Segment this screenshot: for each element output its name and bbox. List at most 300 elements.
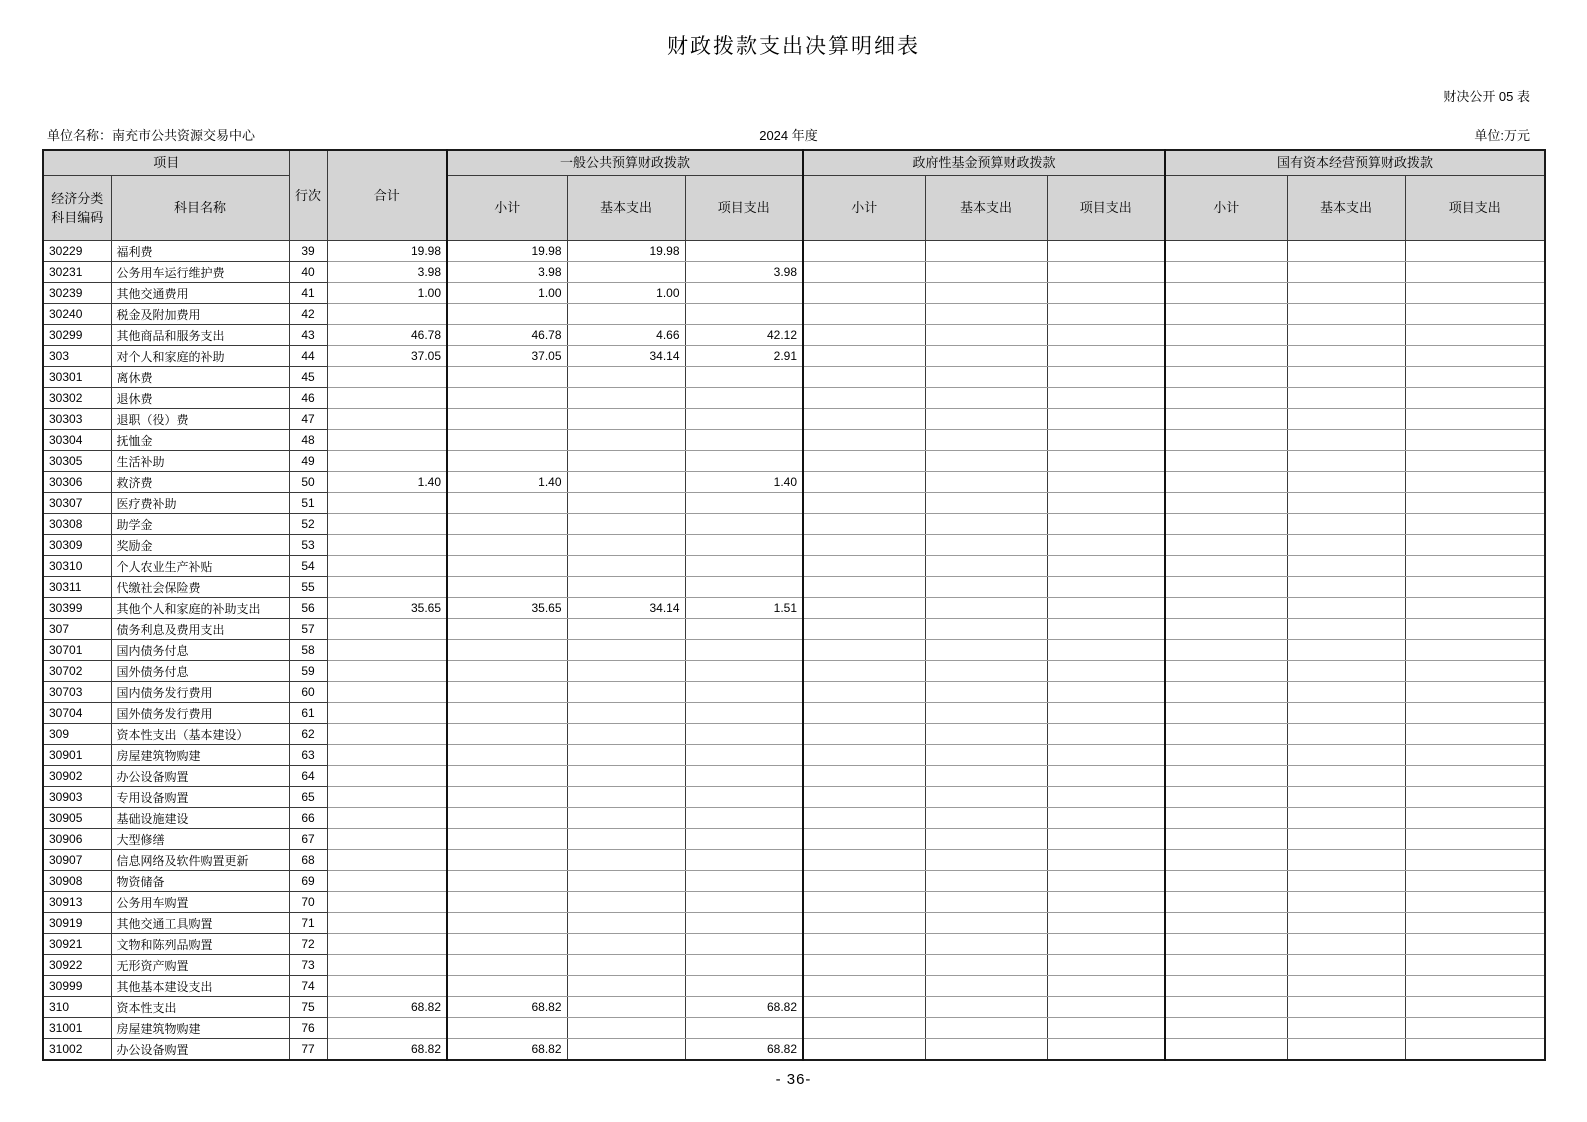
cell-value [925,724,1047,745]
cell-value [1405,304,1545,325]
header-g1-subtotal: 小计 [447,176,567,241]
fiscal-year-label: 2024 年度 [759,128,818,143]
cell-value [327,493,447,514]
cell-subject-name: 离休费 [111,367,289,388]
cell-value [1165,724,1287,745]
cell-value [447,367,567,388]
cell-value [1287,304,1405,325]
table-row [43,241,1545,262]
table-row [43,808,1545,829]
doc-number-label: 财决公开 05 表 [1443,89,1530,104]
header-project: 项目 [43,150,289,176]
cell-value [925,850,1047,871]
cell-value [925,283,1047,304]
cell-value [567,430,685,451]
cell-value [1405,388,1545,409]
cell-value [1165,661,1287,682]
cell-value [567,409,685,430]
table-row [43,388,1545,409]
cell-value [327,388,447,409]
cell-value [925,535,1047,556]
cell-value [1287,787,1405,808]
cell-value [1405,430,1545,451]
cell-value [803,619,925,640]
cell-value [1165,1039,1287,1061]
cell-value [685,871,803,892]
cell-value [925,577,1047,598]
header-economic-code: 经济分类科目编码 [43,176,111,241]
cell-value [1047,934,1165,955]
expenditure-detail-table [42,149,1546,1061]
cell-value [327,577,447,598]
cell-line-no: 57 [289,619,327,640]
cell-value [1047,703,1165,724]
cell-value [447,409,567,430]
cell-value [447,724,567,745]
cell-code: 30919 [43,913,111,934]
cell-value: 68.82 [327,997,447,1018]
cell-value [1287,808,1405,829]
cell-line-no: 68 [289,850,327,871]
header-g1-project: 项目支出 [685,176,803,241]
cell-value [685,1018,803,1039]
cell-value [1287,367,1405,388]
cell-value [447,766,567,787]
info-row [47,125,1530,144]
cell-value [1287,1018,1405,1039]
cell-subject-name: 税金及附加费用 [111,304,289,325]
cell-value [685,556,803,577]
cell-value [1287,850,1405,871]
cell-value: 68.82 [447,1039,567,1061]
cell-value [447,535,567,556]
cell-value [685,934,803,955]
cell-value [567,955,685,976]
cell-value [1047,745,1165,766]
cell-value [447,955,567,976]
cell-value [685,724,803,745]
cell-line-no: 47 [289,409,327,430]
table-row [43,619,1545,640]
cell-value [1405,766,1545,787]
cell-code: 30302 [43,388,111,409]
cell-value [1287,556,1405,577]
table-row [43,577,1545,598]
page-title: 财政拨款支出决算明细表 [667,35,920,58]
cell-line-no: 56 [289,598,327,619]
cell-line-no: 39 [289,241,327,262]
table-header [43,150,1545,241]
cell-value [327,703,447,724]
cell-value [327,766,447,787]
cell-value [925,388,1047,409]
header-g2-project: 项目支出 [1047,176,1165,241]
cell-value [1405,682,1545,703]
cell-value [1165,598,1287,619]
cell-value: 1.00 [327,283,447,304]
cell-value [1405,745,1545,766]
cell-line-no: 69 [289,871,327,892]
cell-subject-name: 救济费 [111,472,289,493]
table-row [43,913,1545,934]
cell-value [685,409,803,430]
cell-value [803,409,925,430]
cell-value [1287,682,1405,703]
cell-value [803,829,925,850]
cell-value [1047,913,1165,934]
cell-value [327,556,447,577]
cell-value [447,1018,567,1039]
table-row [43,556,1545,577]
table-row [43,367,1545,388]
cell-value [327,808,447,829]
cell-subject-name: 其他基本建设支出 [111,976,289,997]
cell-value [1047,262,1165,283]
cell-value [1047,766,1165,787]
table-row [43,682,1545,703]
cell-value: 37.05 [327,346,447,367]
cell-value [1405,514,1545,535]
cell-value [925,241,1047,262]
cell-value [1047,346,1165,367]
cell-value [1165,325,1287,346]
cell-line-no: 59 [289,661,327,682]
cell-value [1047,556,1165,577]
cell-code: 307 [43,619,111,640]
cell-code: 30303 [43,409,111,430]
header-group-gov-fund: 政府性基金预算财政拨款 [803,150,1165,176]
cell-value [1047,682,1165,703]
cell-subject-name: 办公设备购置 [111,1039,289,1061]
cell-value [1047,451,1165,472]
cell-value [447,892,567,913]
cell-value [567,913,685,934]
cell-value [925,829,1047,850]
table-row [43,724,1545,745]
cell-value [1287,913,1405,934]
cell-value [803,724,925,745]
cell-value [1165,955,1287,976]
table-row [43,787,1545,808]
cell-line-no: 75 [289,997,327,1018]
cell-value [1287,1039,1405,1061]
cell-value [1287,934,1405,955]
cell-value [1405,472,1545,493]
cell-subject-name: 奖励金 [111,535,289,556]
cell-line-no: 74 [289,976,327,997]
cell-line-no: 54 [289,556,327,577]
cell-value [1165,472,1287,493]
currency-unit-label: 单位:万元 [1474,128,1530,143]
cell-subject-name: 国内债务付息 [111,640,289,661]
cell-value [327,640,447,661]
cell-value [567,850,685,871]
table-row [43,535,1545,556]
cell-value [925,703,1047,724]
cell-value [1165,766,1287,787]
cell-value [685,493,803,514]
table-row [43,430,1545,451]
cell-value [327,976,447,997]
cell-value [567,451,685,472]
cell-value [685,514,803,535]
cell-value [1165,388,1287,409]
cell-code: 30704 [43,703,111,724]
header-group-general-budget: 一般公共预算财政拨款 [447,150,803,176]
header-g3-basic: 基本支出 [1287,176,1405,241]
cell-value [1287,724,1405,745]
cell-value [925,409,1047,430]
cell-value [1047,871,1165,892]
cell-value [1047,640,1165,661]
cell-value [925,955,1047,976]
cell-value [925,640,1047,661]
cell-code: 30305 [43,451,111,472]
cell-value [327,892,447,913]
cell-code: 30908 [43,871,111,892]
cell-value [327,367,447,388]
cell-value [1047,304,1165,325]
cell-value [685,766,803,787]
cell-value: 68.82 [685,1039,803,1061]
cell-value [685,388,803,409]
cell-value [1405,808,1545,829]
cell-value [1405,535,1545,556]
cell-value [1047,514,1165,535]
cell-value [803,703,925,724]
cell-line-no: 45 [289,367,327,388]
cell-value [567,514,685,535]
cell-value [567,808,685,829]
table-row [43,451,1545,472]
cell-value [803,367,925,388]
header-g2-basic: 基本支出 [925,176,1047,241]
cell-value [1165,682,1287,703]
cell-value [1165,871,1287,892]
cell-value [327,955,447,976]
cell-code: 31002 [43,1039,111,1061]
cell-value [1287,997,1405,1018]
cell-line-no: 41 [289,283,327,304]
cell-value [685,955,803,976]
header-group-row [43,150,1545,176]
cell-value [803,745,925,766]
header-sub-row [43,176,1545,241]
cell-value [1165,787,1287,808]
cell-value [327,829,447,850]
cell-value: 34.14 [567,598,685,619]
table-row [43,1018,1545,1039]
cell-value [1165,934,1287,955]
cell-value [685,829,803,850]
cell-value [803,661,925,682]
cell-value [1287,619,1405,640]
cell-value [1165,367,1287,388]
table-row [43,304,1545,325]
cell-value [1165,892,1287,913]
cell-code: 309 [43,724,111,745]
header-group-state-capital: 国有资本经营预算财政拨款 [1165,150,1545,176]
cell-value: 3.98 [447,262,567,283]
cell-value [925,346,1047,367]
cell-value [1165,535,1287,556]
cell-value [1287,640,1405,661]
cell-line-no: 40 [289,262,327,283]
table-row [43,283,1545,304]
cell-value [803,325,925,346]
cell-value: 1.00 [567,283,685,304]
cell-value [327,724,447,745]
cell-value [327,745,447,766]
cell-value [447,745,567,766]
cell-code: 30309 [43,535,111,556]
cell-subject-name: 退休费 [111,388,289,409]
cell-value [1287,262,1405,283]
cell-value: 1.51 [685,598,803,619]
cell-subject-name: 其他商品和服务支出 [111,325,289,346]
cell-value [803,241,925,262]
cell-value [925,997,1047,1018]
cell-value [327,682,447,703]
cell-value [803,640,925,661]
cell-value [447,430,567,451]
cell-subject-name: 信息网络及软件购置更新 [111,850,289,871]
cell-value [925,493,1047,514]
cell-value [1165,976,1287,997]
cell-value [567,997,685,1018]
cell-value [1405,829,1545,850]
cell-value [685,976,803,997]
cell-subject-name: 生活补助 [111,451,289,472]
cell-code: 30299 [43,325,111,346]
cell-value [925,787,1047,808]
cell-value [925,871,1047,892]
cell-value [1165,997,1287,1018]
cell-subject-name: 其他个人和家庭的补助支出 [111,598,289,619]
cell-code: 310 [43,997,111,1018]
cell-line-no: 67 [289,829,327,850]
cell-subject-name: 助学金 [111,514,289,535]
cell-value [925,766,1047,787]
cell-value [1047,1018,1165,1039]
cell-value [803,997,925,1018]
cell-value [447,703,567,724]
cell-value: 1.40 [685,472,803,493]
cell-value [567,787,685,808]
cell-code: 30922 [43,955,111,976]
cell-value [1047,997,1165,1018]
cell-value [1165,703,1287,724]
cell-value [447,556,567,577]
cell-value [1405,1018,1545,1039]
cell-value [327,913,447,934]
cell-subject-name: 无形资产购置 [111,955,289,976]
cell-subject-name: 公务用车运行维护费 [111,262,289,283]
cell-code: 30306 [43,472,111,493]
cell-value [803,388,925,409]
cell-value [447,577,567,598]
cell-code: 30903 [43,787,111,808]
cell-value [925,556,1047,577]
cell-line-no: 55 [289,577,327,598]
cell-value [447,451,567,472]
cell-value [803,871,925,892]
cell-value [1287,451,1405,472]
cell-value [447,514,567,535]
cell-line-no: 42 [289,304,327,325]
cell-value [447,388,567,409]
cell-line-no: 65 [289,787,327,808]
cell-value [685,787,803,808]
cell-value [803,808,925,829]
cell-code: 30902 [43,766,111,787]
cell-value [1405,997,1545,1018]
cell-line-no: 51 [289,493,327,514]
cell-value [1405,1039,1545,1061]
cell-value [1165,451,1287,472]
cell-value [803,850,925,871]
cell-value [327,787,447,808]
cell-value [1405,934,1545,955]
cell-value [567,892,685,913]
cell-subject-name: 资本性支出 [111,997,289,1018]
table-row [43,934,1545,955]
cell-value: 3.98 [327,262,447,283]
cell-value [1405,787,1545,808]
cell-value [567,703,685,724]
cell-code: 30921 [43,934,111,955]
cell-subject-name: 公务用车购置 [111,892,289,913]
cell-value [1405,892,1545,913]
cell-value [1287,283,1405,304]
cell-value [567,1039,685,1061]
cell-value [567,472,685,493]
cell-value [1047,409,1165,430]
cell-value [1047,388,1165,409]
cell-value [925,514,1047,535]
table-row [43,703,1545,724]
cell-value: 4.66 [567,325,685,346]
cell-value [925,430,1047,451]
cell-value [1405,640,1545,661]
cell-value [925,661,1047,682]
table-row [43,346,1545,367]
cell-value [685,913,803,934]
cell-value [1047,598,1165,619]
cell-value [1287,976,1405,997]
cell-value [567,556,685,577]
cell-value [803,892,925,913]
cell-value [327,304,447,325]
cell-value [803,787,925,808]
cell-value [803,535,925,556]
cell-value [567,619,685,640]
cell-value [447,913,567,934]
cell-value [1047,1039,1165,1061]
cell-value: 35.65 [327,598,447,619]
cell-line-no: 61 [289,703,327,724]
cell-value: 3.98 [685,262,803,283]
table-row [43,409,1545,430]
cell-value [1405,577,1545,598]
cell-value [685,451,803,472]
cell-value [1165,619,1287,640]
cell-value [1287,388,1405,409]
cell-value: 1.40 [447,472,567,493]
cell-value [447,934,567,955]
cell-value [1165,304,1287,325]
cell-value [1165,850,1287,871]
